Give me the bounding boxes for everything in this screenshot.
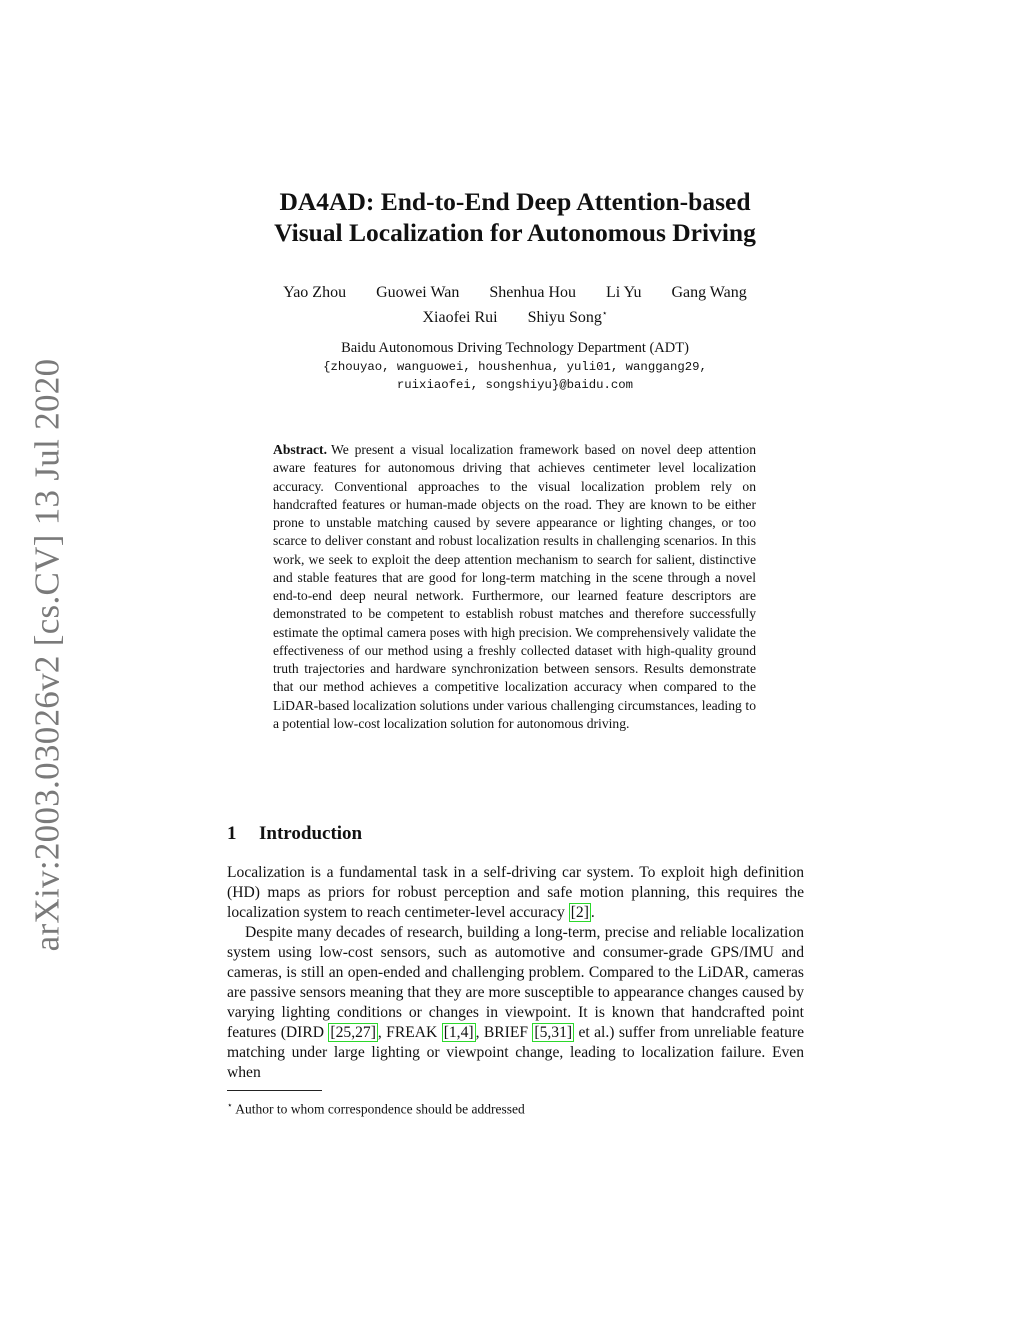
paragraph-text: Despite many decades of research, building a long-term, precise and reliable localization system using low-cost sensors, such as automotive and consumer-grade GPS/IMU and cameras, is still an open-ended and challenging problem. Compared to the LiDAR, cameras are passive sensors meaning that they are more susceptible to appearance changes caused by varying lighting conditions or changes in viewpoint. It is known that handcrafted point features (DIRD [227,924,804,1041]
abstract-label: Abstract. [273,442,327,457]
author-row-1 [200,283,830,303]
abstract [273,441,756,733]
email-line-2: ruixiaofei, songshiyu}@baidu.com [396,378,634,392]
body-text [227,863,804,1083]
citation-link[interactable]: [25,27] [330,1024,376,1041]
paragraph-text: , FREAK [377,1024,442,1041]
paragraph-text: Localization is a fundamental task in a self-driving car system. To exploit high definition (HD) maps as priors for robust perception and safe motion planning, this requires the localization system to reach centimeter-level accuracy [227,864,804,921]
section-title: Introduction [259,823,363,844]
author-name: Shiyu Song [527,309,602,327]
title-line-1: DA4AD: End-to-End Deep Attention-based [279,187,751,216]
paragraph-text: , BRIEF [475,1024,533,1041]
author-row-2 [200,303,830,328]
footnote-divider [227,1090,322,1091]
author-name: Gang Wang [671,284,747,301]
email-line-1: {zhouyao, wanguowei, houshenhua, yuli01, wanggang29, [323,360,707,374]
footnote [227,1096,525,1119]
author-name-corresponding [528,303,608,328]
corresponding-author-mark: ⋆ [601,308,608,318]
citation-link[interactable]: [2] [570,904,589,921]
author-emails [200,358,830,394]
paper-title [200,186,830,248]
footnote-mark: ⋆ [227,1100,233,1110]
abstract-text: We present a visual localization framework based on novel deep attention aware features for autonomous driving that achieves centimeter level localization accuracy. Conventional approaches to the visual localization problem rely on handcrafted features or human-made objects on the road. They are known to be either prone to unstable matching caused by severe appearance or lighting changes, or too scarce to deliver constant and robust localization results in challenging scenarios. In this work, we seek to exploit the deep attention mechanism to search for salient, distinctive and stable features that are good for long-term matching in the scene through a novel end-to-end deep neural network. Furthermore, our learned feature descriptors are demonstrated to be competent to establish robust matches and therefore successfully estimate the optimal camera poses with high precision. We comprehensively validate the effectiveness of our method using a freshly collected dataset with high-quality ground truth trajectories and hardware synchronization between sensors. Results demonstrate that our method achieves a competitive localization accuracy when compared to the LiDAR-based localization solutions under various challenging circumstances, leading to a potential low-cost localization solution for autonomous driving. [273,442,756,731]
author-name: Guowei Wan [376,284,460,301]
section-number: 1 [227,823,237,844]
paragraph-text: . [590,904,595,921]
citation-link[interactable]: [5,31] [534,1024,573,1041]
author-list [200,283,830,328]
section-heading [227,822,362,846]
paragraph [227,863,804,923]
citation-link[interactable]: [1,4] [443,1024,474,1041]
author-name: Shenhua Hou [489,284,577,301]
author-name: Li Yu [606,284,642,301]
paragraph [227,923,804,1083]
footnote-text: Author to whom correspondence should be addressed [235,1101,525,1117]
arxiv-identifier-text: arXiv:2003.03026v2 [cs.CV] 13 Jul 2020 [27,358,66,952]
author-name: Yao Zhou [283,284,347,301]
affiliation: Baidu Autonomous Driving Technology Department (ADT) [341,340,689,356]
arxiv-identifier [22,358,72,952]
title-line-2: Visual Localization for Autonomous Driving [274,218,756,247]
author-name: Xiaofei Rui [422,309,498,327]
paragraph-text: et al.) suffer from unreliable feature matching under large lighting or viewpoint change, leading to localization failure. Even when [227,1024,804,1081]
